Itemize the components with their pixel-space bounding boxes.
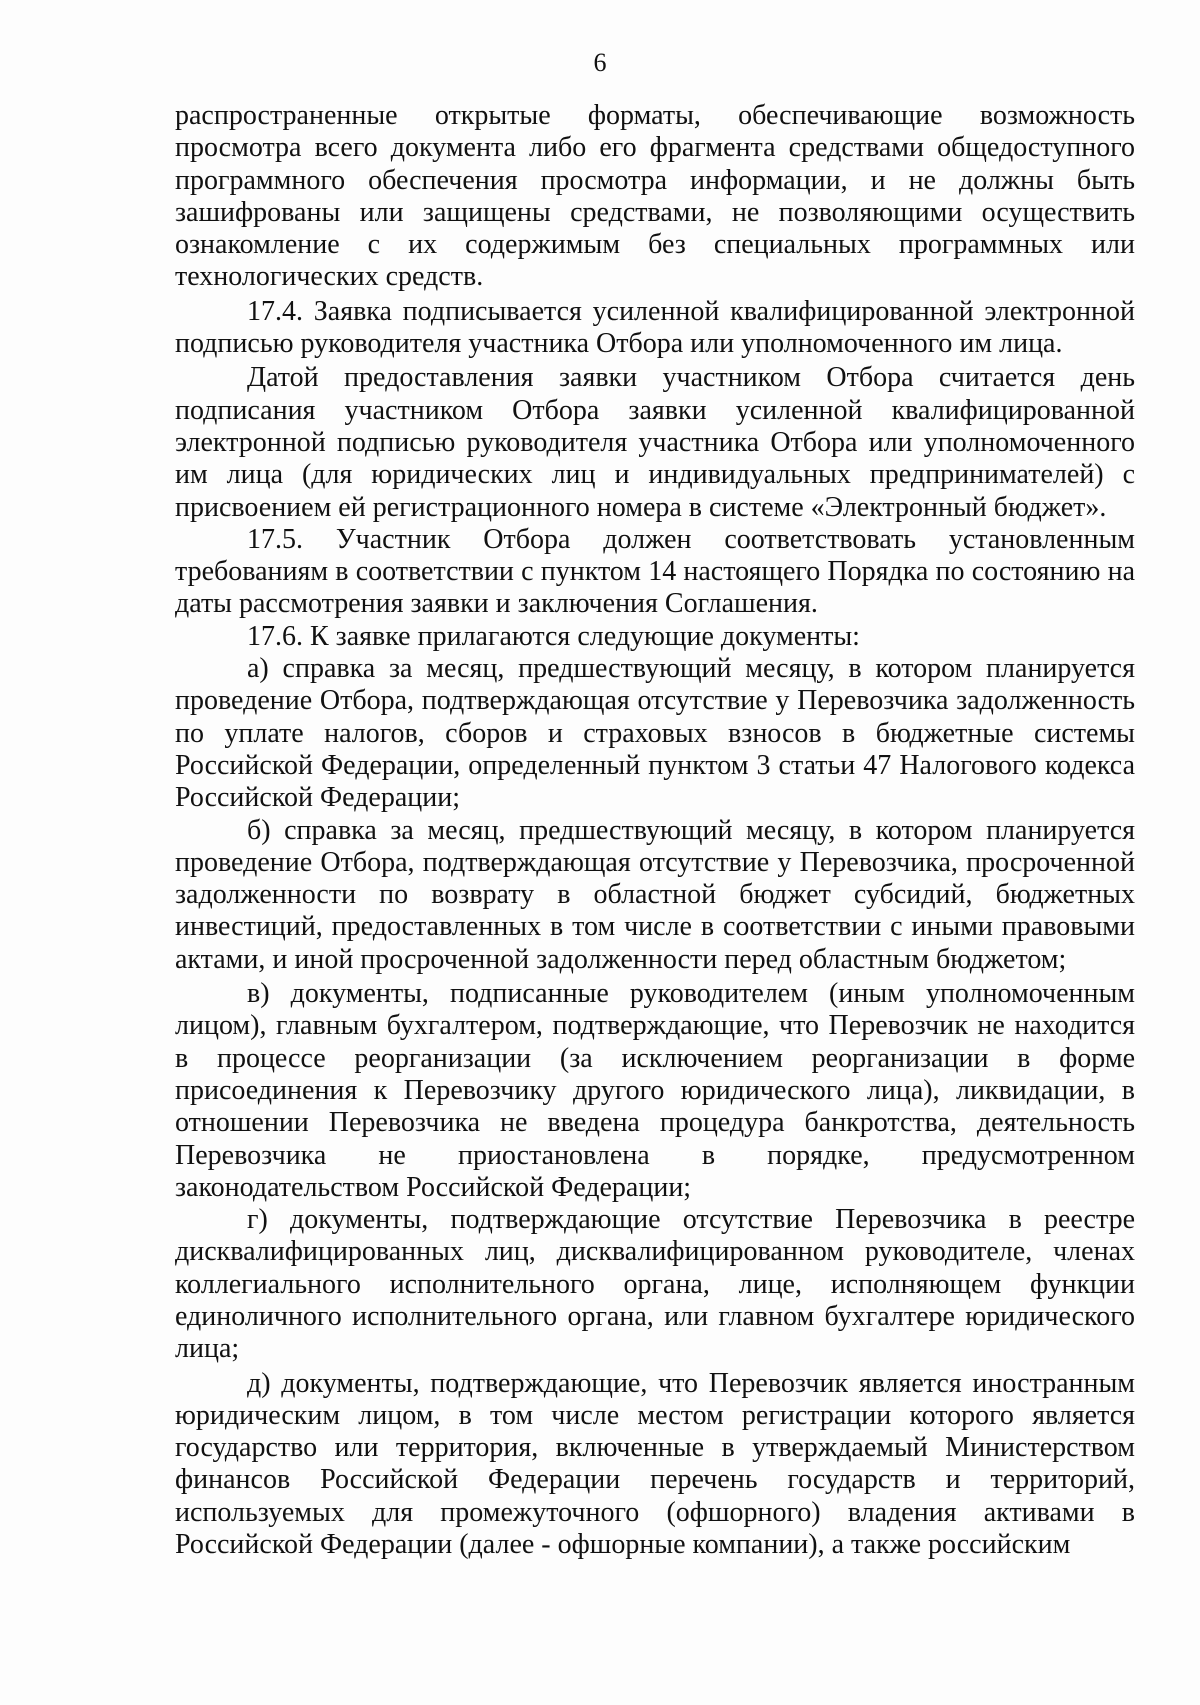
document-body xyxy=(175,100,1135,1561)
paragraph-submission-date: Датой предоставления заявки участником Отбора считается день подписания участником Отбора заявки усиленной квалифицированной электронной подписью руководителя участника Отбора или уполномоченного им лица (для юридических лиц и индивидуальных предпринимателей) с присвоением ей регистрационного номера в системе «Электронный бюджет». xyxy=(175,362,1135,523)
list-item-d: д) документы, подтверждающие, что Перевозчик является иностранным юридическим лицом, в том числе местом регистрации которого является государство или территория, включенные в утверждаемый Министерством финансов Российской Федерации перечень государств и территорий, используемых для промежуточного (офшорного) владения активами в Российской Федерации (далее - офшорные компании), а также российским xyxy=(175,1367,1135,1561)
paragraph-continuation: распространенные открытые форматы, обеспечивающие возможность просмотра всего документа либо его фрагмента средствами общедоступного программного обеспечения просмотра информации, и не должны быть зашифрованы или защищены средствами, не позволяющими осуществить ознакомление с их содержимым без специальных программных или технологических средств. xyxy=(175,100,1135,293)
paragraph-17-5: 17.5. Участник Отбора должен соответствовать установленным требованиям в соответствии с пунктом 14 настоящего Порядка по состоянию на даты рассмотрения заявки и заключения Соглашения. xyxy=(175,523,1135,620)
page-number: 6 xyxy=(593,48,607,77)
list-item-b: б) справка за месяц, предшествующий месяцу, в котором планируется проведение Отбора, подтверждающая отсутствие у Перевозчика, просроченной задолженности по возврату в областной бюджет субсидий, бюджетных инвестиций, предоставленных в том числе в соответствии с иными правовыми актами, и иной просроченной задолженности перед областным бюджетом; xyxy=(175,814,1135,975)
list-item-v: в) документы, подписанные руководителем (иным уполномоченным лицом), главным бухгалтером, подтверждающие, что Перевозчик не находится в процессе реорганизации (за исключением реорганизации в форме присоединения к Перевозчику другого юридического лица), ликвидации, в отношении Перевозчика не введена процедура банкротства, деятельность Перевозчика не приостановлена в порядке, предусмотренном законодательством Российской Федерации; xyxy=(175,978,1135,1203)
list-item-a: а) справка за месяц, предшествующий месяцу, в котором планируется проведение Отбора, подтверждающая отсутствие у Перевозчика задолженность по уплате налогов, сборов и страховых взносов в бюджетные системы Российской Федерации, определенный пунктом 3 статьи 47 Налогового кодекса Российской Федерации; xyxy=(175,653,1135,814)
list-item-g: г) документы, подтверждающие отсутствие Перевозчика в реестре дисквалифицированных лиц, дисквалифицированном руководителе, членах коллегиального исполнительного органа, лице, исполняющем функции единоличного исполнительного органа, или главном бухгалтере юридического лица; xyxy=(175,1204,1135,1365)
paragraph-17-4: 17.4. Заявка подписывается усиленной квалифицированной электронной подписью руководителя участника Отбора или уполномоченного им лица. xyxy=(175,295,1135,360)
paragraph-17-6: 17.6. К заявке прилагаются следующие документы: xyxy=(247,620,860,652)
